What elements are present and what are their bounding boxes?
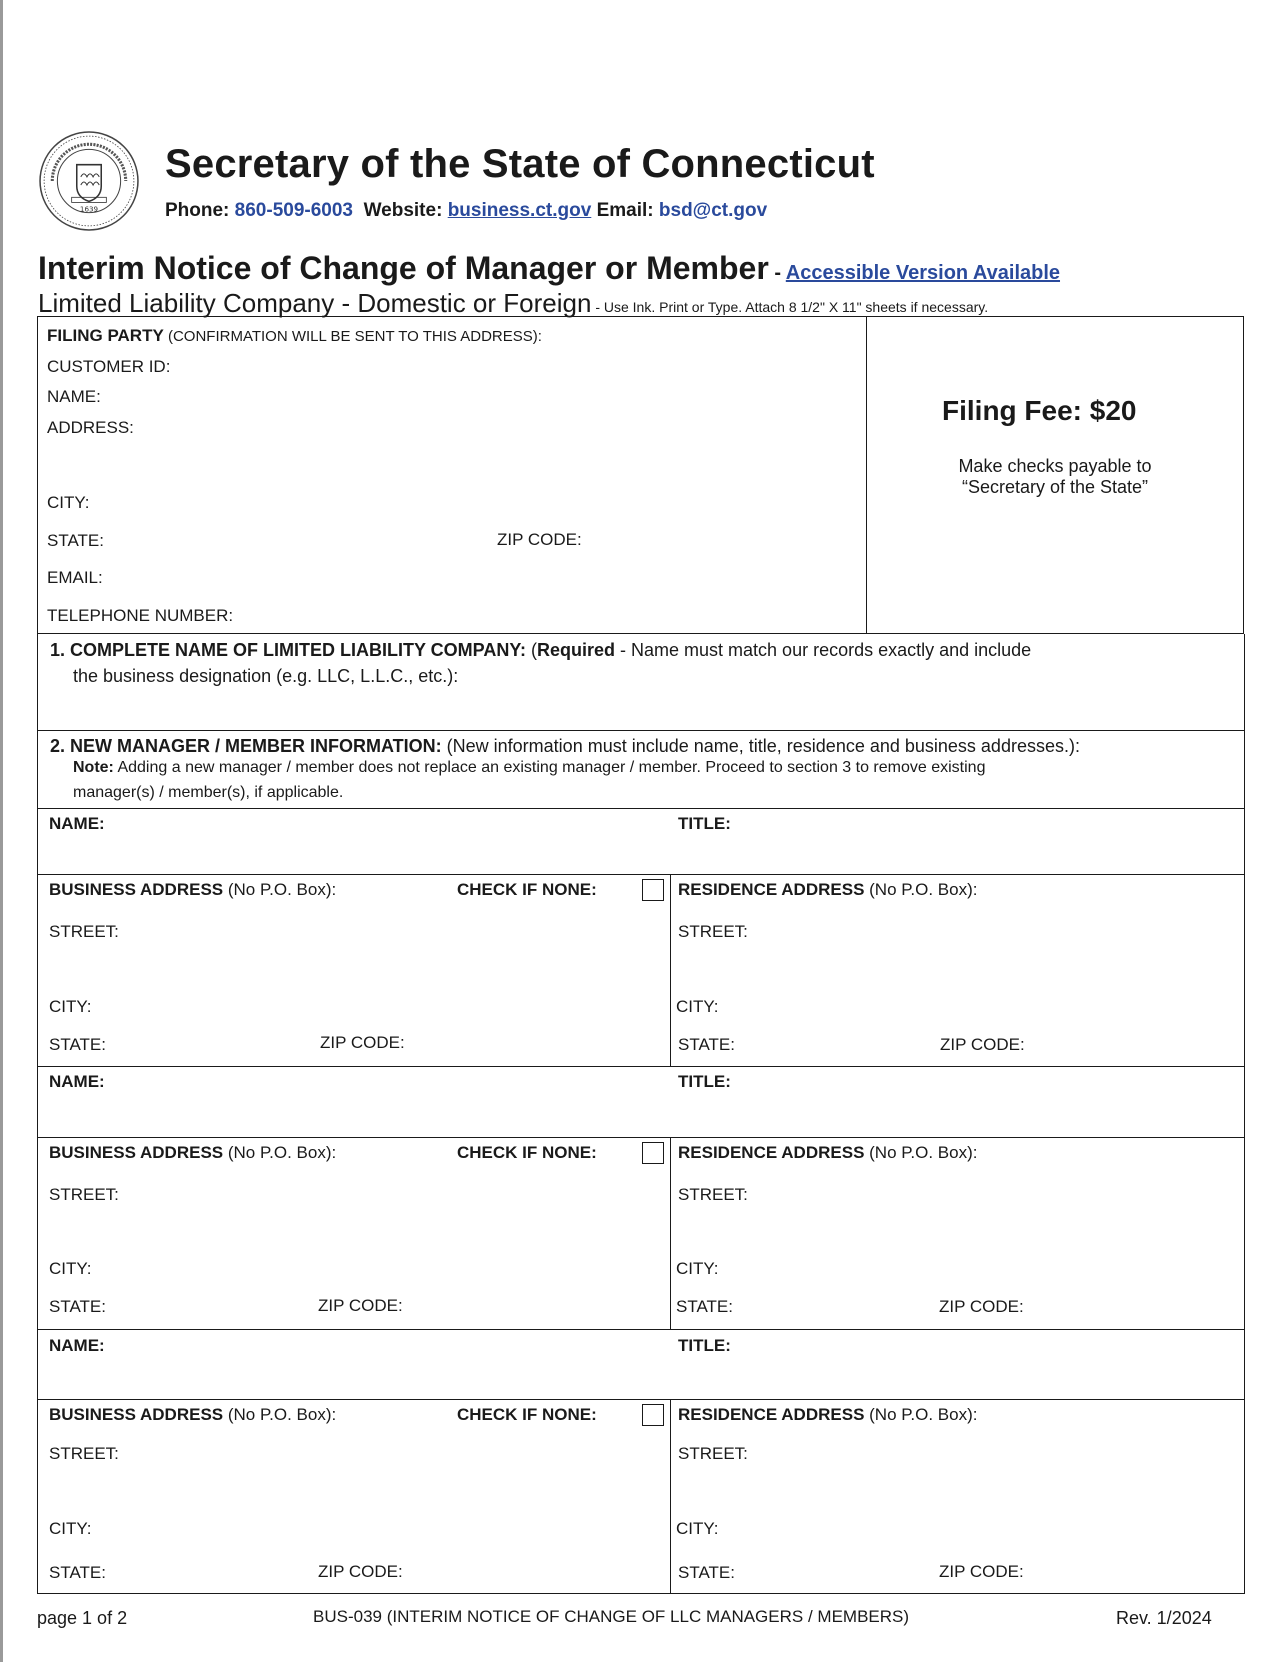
block3-title-label: TITLE:: [678, 1336, 731, 1355]
right-border: [1244, 634, 1245, 1593]
block2-residence-address-label: RESIDENCE ADDRESS (No P.O. Box):: [678, 1143, 978, 1162]
title-dash: -: [768, 262, 786, 284]
block3-divider: [670, 1399, 671, 1593]
revision: Rev. 1/2024: [1116, 1608, 1212, 1628]
block1-name-label: NAME:: [49, 814, 105, 833]
block2-residence-zip-label: ZIP CODE:: [939, 1297, 1024, 1316]
email-label: EMAIL:: [47, 568, 103, 587]
name-label: NAME:: [47, 387, 101, 406]
email-address[interactable]: bsd@ct.gov: [658, 200, 768, 221]
left-border: [37, 634, 38, 1593]
block1-business-state-label: STATE:: [49, 1035, 106, 1054]
form-title-line: [38, 250, 1060, 287]
email-label: Email:: [596, 200, 654, 221]
form-instructions: - Use Ink. Print or Type. Attach 8 1/2" X 11" sheets if necessary.: [591, 299, 989, 315]
website-label: Website:: [363, 200, 443, 221]
page-number: page 1 of 2: [37, 1608, 128, 1628]
form-subtitle-line: [38, 288, 988, 319]
block3-check-if-none-label: CHECK IF NONE:: [457, 1405, 597, 1424]
block3-residence-zip-label: ZIP CODE:: [939, 1562, 1024, 1581]
checks-payable-note: Make checks payable to “Secretary of the State”: [958, 456, 1152, 497]
accessible-version-link[interactable]: Accessible Version Available: [785, 262, 1061, 284]
block3-residence-state-label: STATE:: [678, 1563, 735, 1582]
page-edge: [0, 0, 3, 1662]
telephone-label: TELEPHONE NUMBER:: [47, 606, 234, 625]
block1-business-street-label: STREET:: [49, 922, 119, 941]
block1-bottom-rule: [37, 1066, 1245, 1067]
block3-business-address-label: BUSINESS ADDRESS (No P.O. Box):: [49, 1405, 337, 1424]
section2-header-rule: [37, 808, 1245, 809]
block1-title-label: TITLE:: [678, 814, 731, 833]
block3-residence-address-label: RESIDENCE ADDRESS (No P.O. Box):: [678, 1405, 978, 1424]
block1-business-city-label: CITY:: [49, 997, 92, 1016]
filing-fee: Filing Fee: $20: [942, 395, 1137, 426]
section1-line2: the business designation (e.g. LLC, L.L.C., etc.):: [73, 666, 459, 686]
block3-business-street-label: STREET:: [49, 1444, 119, 1463]
block2-business-street-label: STREET:: [49, 1185, 119, 1204]
phone-label: Phone:: [165, 200, 230, 221]
block3-residence-city-label: CITY:: [676, 1519, 719, 1538]
customer-id-label: CUSTOMER ID:: [47, 357, 171, 376]
block2-check-if-none-label: CHECK IF NONE:: [457, 1143, 597, 1162]
block3-business-state-label: STATE:: [49, 1563, 106, 1582]
section1-bottom-rule: [37, 730, 1245, 731]
block1-divider: [670, 874, 671, 1066]
block1-check-if-none-label: CHECK IF NONE:: [457, 880, 597, 899]
block3-business-zip-label: ZIP CODE:: [318, 1562, 403, 1581]
block2-bottom-rule: [37, 1329, 1245, 1330]
bottom-border: [37, 1593, 1245, 1594]
block3-residence-street-label: STREET:: [678, 1444, 748, 1463]
block2-residence-state-label: STATE:: [676, 1297, 733, 1316]
block2-residence-city-label: CITY:: [676, 1259, 719, 1278]
section1-line1: 1. COMPLETE NAME OF LIMITED LIABILITY COMPANY: (Required - Name must match our records exactly and include: [50, 640, 1032, 660]
block2-business-city-label: CITY:: [49, 1259, 92, 1278]
state-seal-icon: [38, 130, 140, 232]
block1-name-rule: [37, 874, 1245, 875]
block3-business-city-label: CITY:: [49, 1519, 92, 1538]
block2-none-checkbox[interactable]: [642, 1142, 664, 1164]
section2-line1: 2. NEW MANAGER / MEMBER INFORMATION: (New information must include name, title, residence and business addresses.):: [50, 736, 1080, 756]
block1-residence-city-label: CITY:: [676, 997, 719, 1016]
block3-none-checkbox[interactable]: [642, 1404, 664, 1426]
block1-business-address-label: BUSINESS ADDRESS (No P.O. Box):: [49, 880, 337, 899]
state-label: STATE:: [47, 531, 104, 550]
block2-business-zip-label: ZIP CODE:: [318, 1296, 403, 1315]
form-title: Interim Notice of Change of Manager or Member: [38, 250, 769, 286]
block2-divider: [670, 1137, 671, 1329]
contact-line: [165, 200, 767, 222]
block1-none-checkbox[interactable]: [642, 879, 664, 901]
section2-note-line2: manager(s) / member(s), if applicable.: [73, 784, 344, 801]
section2-note-line1: Note: Adding a new manager / member does not replace an existing manager / member. Proceed to section 3 to remove existing: [73, 759, 986, 776]
block3-name-label: NAME:: [49, 1336, 105, 1355]
zip-label: ZIP CODE:: [497, 530, 582, 549]
block2-business-state-label: STATE:: [49, 1297, 106, 1316]
city-label: CITY:: [47, 493, 90, 512]
block1-residence-street-label: STREET:: [678, 922, 748, 941]
block3-name-rule: [37, 1399, 1245, 1400]
block1-residence-address-label: RESIDENCE ADDRESS (No P.O. Box):: [678, 880, 978, 899]
block1-residence-zip-label: ZIP CODE:: [940, 1035, 1025, 1054]
block1-business-zip-label: ZIP CODE:: [320, 1033, 405, 1052]
block1-residence-state-label: STATE:: [678, 1035, 735, 1054]
website-link[interactable]: business.ct.gov: [447, 200, 592, 221]
block2-residence-street-label: STREET:: [678, 1185, 748, 1204]
seal-year: 1639: [79, 204, 99, 214]
address-label: ADDRESS:: [47, 418, 134, 437]
filing-party-heading: FILING PARTY (CONFIRMATION WILL BE SENT TO THIS ADDRESS):: [47, 326, 542, 345]
block2-title-label: TITLE:: [678, 1072, 731, 1091]
phone-number: 860-509-6003: [234, 200, 353, 221]
block2-name-rule: [37, 1137, 1245, 1138]
block2-name-label: NAME:: [49, 1072, 105, 1091]
filing-party-divider: [866, 316, 867, 634]
agency-title: Secretary of the State of Connecticut: [165, 142, 875, 186]
block2-business-address-label: BUSINESS ADDRESS (No P.O. Box):: [49, 1143, 337, 1162]
form-subtitle: Limited Liability Company - Domestic or Foreign: [38, 288, 592, 318]
form-id: BUS-039 (INTERIM NOTICE OF CHANGE OF LLC MANAGERS / MEMBERS): [313, 1607, 910, 1626]
